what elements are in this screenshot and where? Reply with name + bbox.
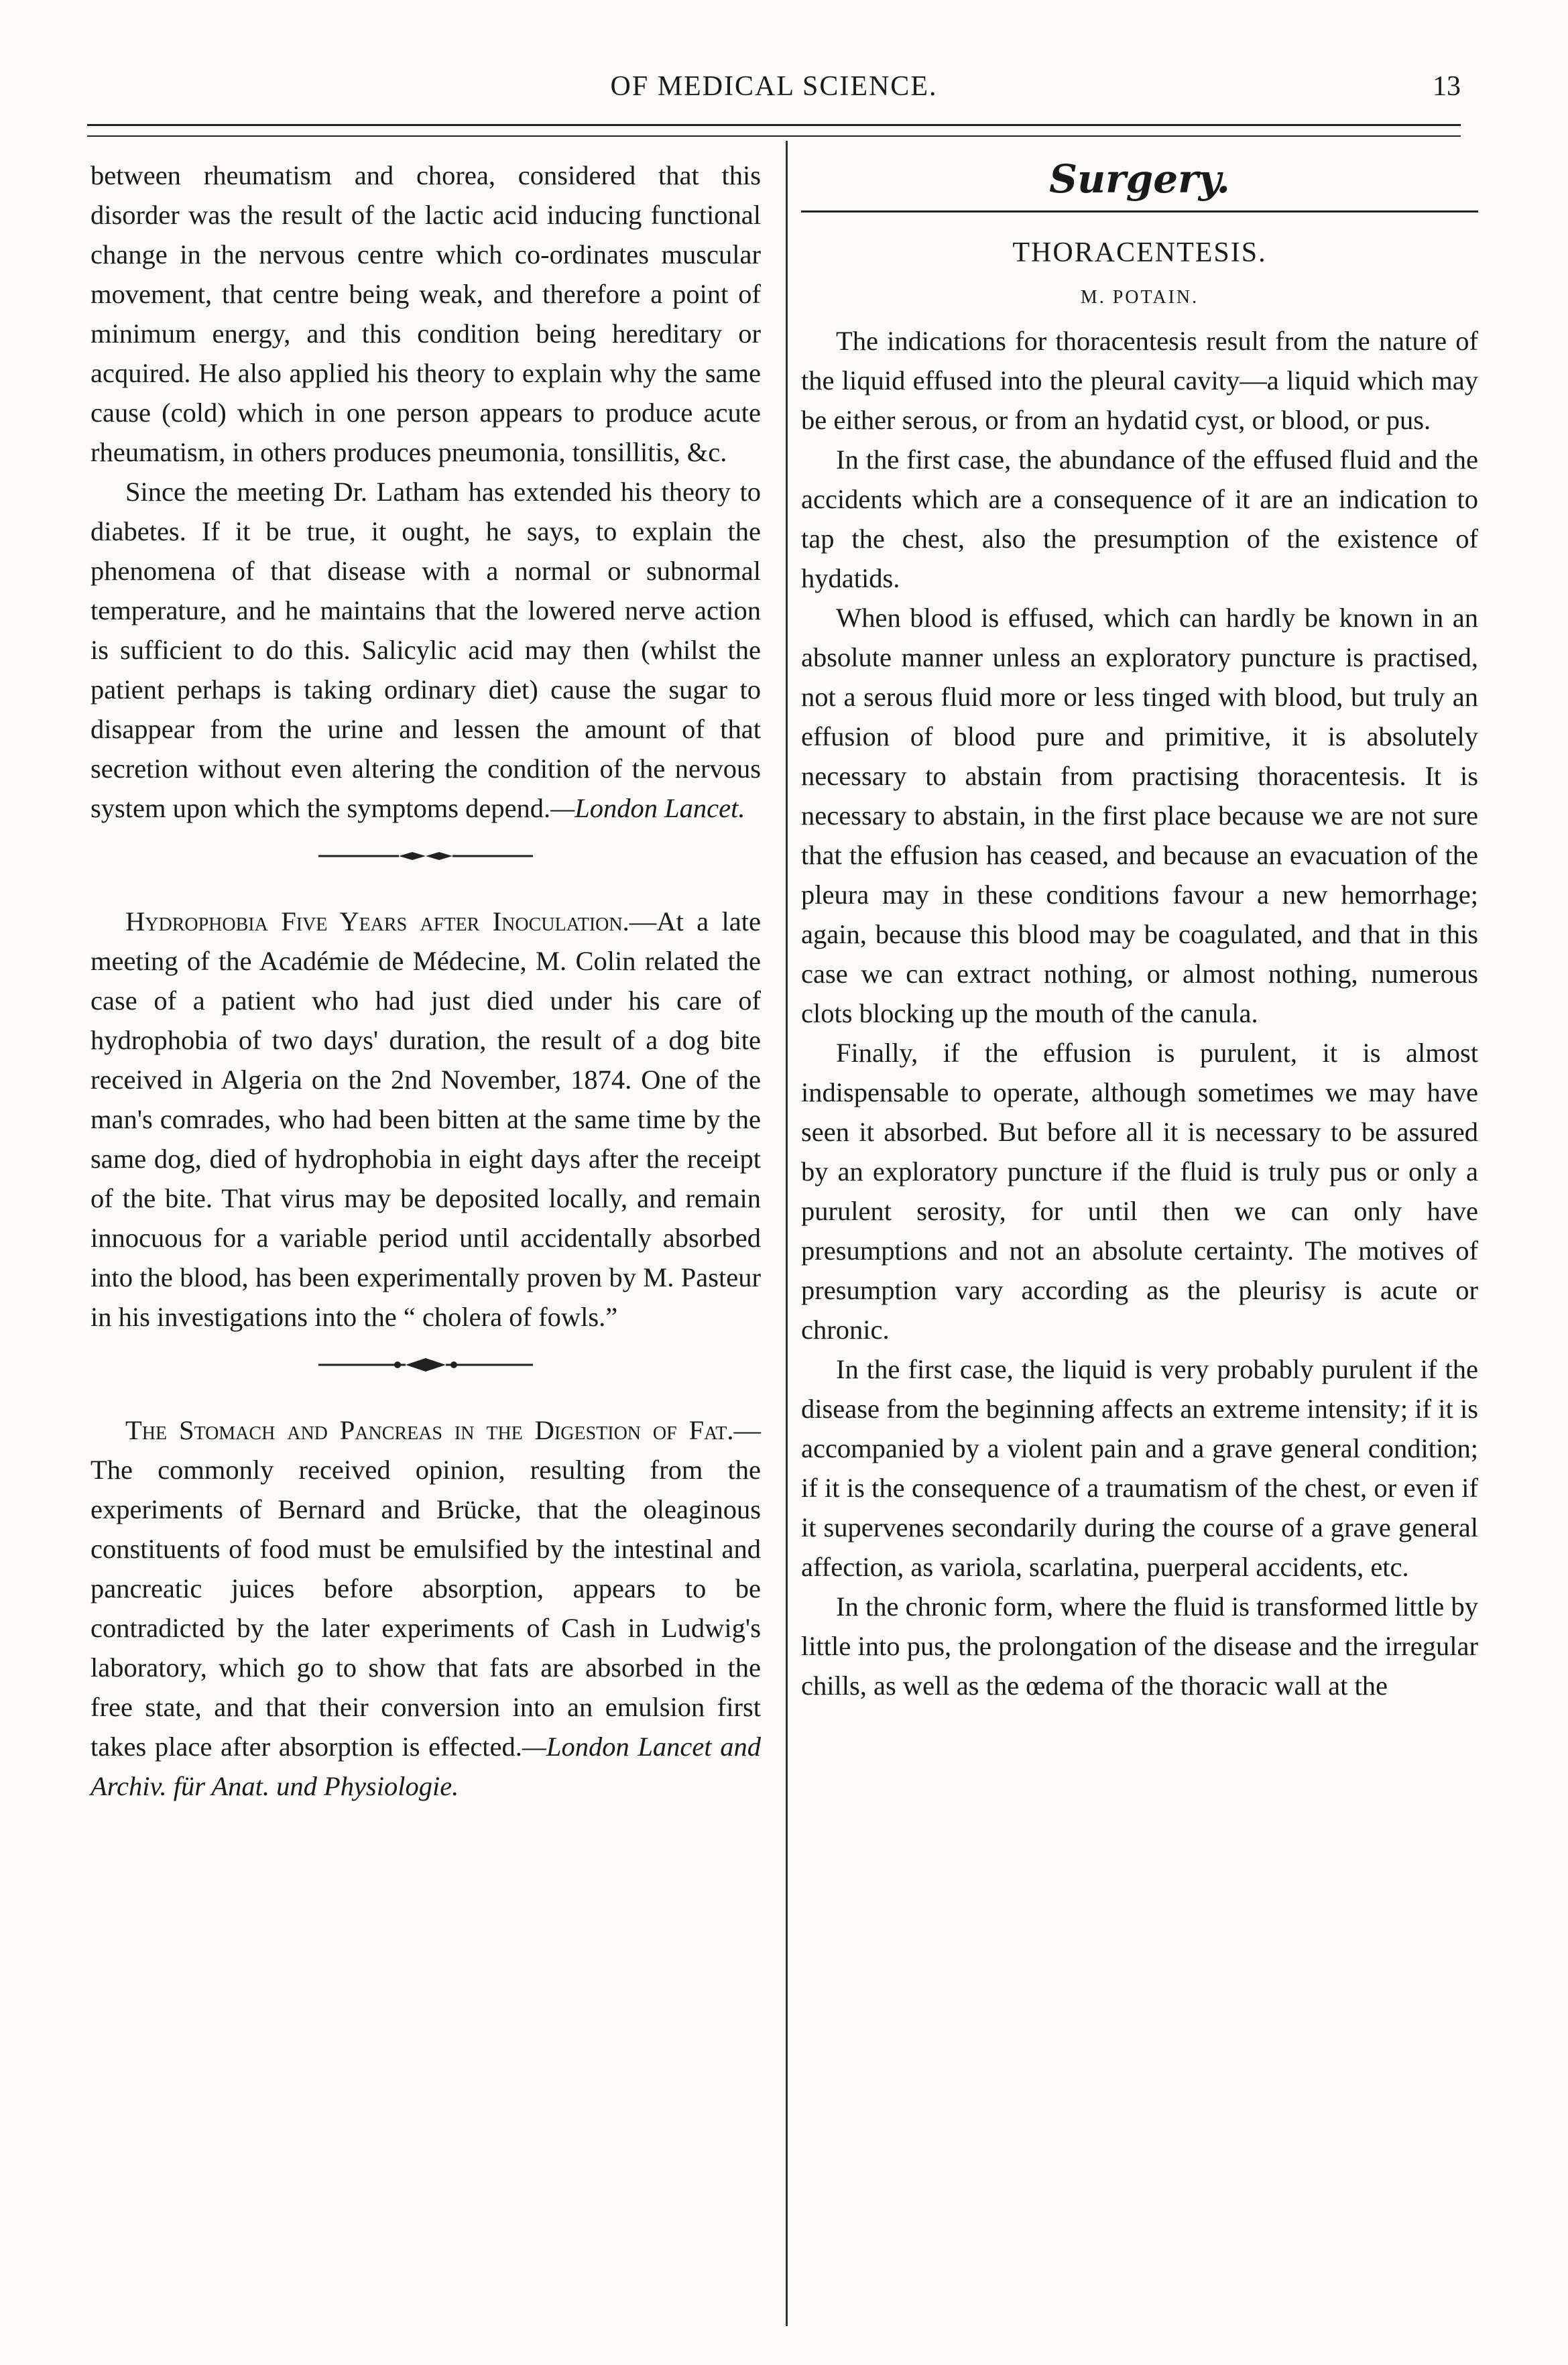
right-column xyxy=(801,156,1478,1705)
rheumatism-paragraph-2 xyxy=(91,472,761,828)
thoracentesis-paragraph: When blood is effused, which can hardly be known in an absolute manner unless an exploratory puncture is practised, not a serous fluid more or less tinged with blood, but truly an effusion of blood pure and primitive, it is absolutely necessary to abstain from practising thoracentesis. It is necessary to abstain, in the first place because we are not sure that the effusion has ceased, and because an evacuation of the pleura may in these conditions favour a new hemorrhage; again, because this blood may be coagulated, and that in this case we can extract nothing, or almost nothing, numerous clots blocking up the mouth of the canula. xyxy=(801,603,1478,1028)
article-author: M. POTAIN. xyxy=(1080,287,1199,308)
ornament-divider-icon xyxy=(318,1345,533,1385)
running-title: OF MEDICAL SCIENCE. xyxy=(610,71,938,102)
thoracentesis-paragraph: In the chronic form, where the fluid is transformed little by little into pus, the prolongation of the disease and the irregular chills, as well as the œdema of the thoracic wall at the xyxy=(801,1591,1478,1701)
rheumatism-paragraph-2-text: Since the meeting Dr. Latham has extended his theory to diabetes. If it be true, it ought, he says, to explain the phenomena of that disease with a normal or subnormal temperature, and he maintains that the lowered nerve action is sufficient to do this. Salicylic acid may then (whilst the patient perhaps is taking ordinary diet) cause the sugar to disappear from the urine and lessen the amount of that secretion without even altering the condition of the nervous system upon which the symptoms depend. xyxy=(91,477,761,823)
hydrophobia-article xyxy=(91,902,761,1337)
thoracentesis-paragraph: In the first case, the abundance of the effused fluid and the accidents which are a consequence of it are an indication to tap the chest, also the presumption of the existence of hydatids. xyxy=(801,444,1478,593)
ornament-divider-icon xyxy=(318,836,533,876)
column-divider xyxy=(786,141,788,2326)
running-head xyxy=(87,64,1461,111)
page-number: 13 xyxy=(1433,71,1461,102)
section-heading-surgery: Surgery. xyxy=(1049,156,1230,202)
section-rule xyxy=(801,210,1478,213)
rheumatism-source: —London Lancet. xyxy=(550,793,745,823)
thoracentesis-paragraph: The indications for thoracentesis result from the nature of the liquid effused into the pleural cavity—a liquid which may be either serous, or from an hydatid cyst, or blood, or pus. xyxy=(801,326,1478,435)
left-column xyxy=(91,156,761,1806)
stomach-source: —London Lancet and Archiv. für Anat. und Physiologie. xyxy=(91,1732,761,1801)
thoracentesis-paragraph: Finally, if the effusion is purulent, it is almost indispensable to operate, although sometimes we may have seen it absorbed. But before all it is necessary to be assured by an exploratory puncture if the fluid is truly pus or only a purulent serosity, for until then we can only have presumptions and not an absolute certainty. The motives of presumption vary according as the pleurisy is acute or chronic. xyxy=(801,1038,1478,1345)
section-ornament xyxy=(91,1345,761,1385)
hydrophobia-body: —At a late meeting of the Académie de Médecine, M. Colin related the case of a patient who had just died under his care of hydrophobia of two days' duration, the result of a dog bite received in Algeria on the 2nd November, 1874. One of the man's comrades, who had been bitten at the same time by the same dog, died of hydrophobia in eight days after the receipt of the bite. That virus may be deposited locally, and remain innocuous for a variable period until accidentally absorbed into the blood, has been experimentally proven by M. Pasteur in his investigations into the “ cholera of fowls.” xyxy=(91,906,761,1332)
stomach-title: The Stomach and Pancreas in the Digestion of Fat. xyxy=(125,1415,734,1445)
header-double-rule xyxy=(87,124,1461,137)
rheumatism-paragraph-1: between rheumatism and chorea, considered that this disorder was the result of the lactic acid inducing functional change in the nervous centre which co-ordinates muscular movement, that centre being weak, and therefore a point of minimum energy, and this condition being hereditary or acquired. He also applied his theory to explain why the same cause (cold) which in one person appears to produce acute rheumatism, in others produces pneumonia, tonsillitis, &c. xyxy=(91,160,761,467)
article-title: THORACENTESIS. xyxy=(1012,237,1267,268)
stomach-article xyxy=(91,1410,761,1806)
thoracentesis-paragraph: In the first case, the liquid is very probably purulent if the disease from the beginning affects an extreme intensity; if it is accompanied by a violent pain and a grave general condition; if it is the consequence of a traumatism of the chest, or even if it supervenes secondarily during the course of a grave general affection, as variola, scarlatina, puerperal accidents, etc. xyxy=(801,1354,1478,1582)
hydrophobia-title: Hydrophobia Five Years after Inoculation. xyxy=(125,906,629,936)
stomach-body: —The commonly received opinion, resulting from the experiments of Bernard and Brücke, that the oleaginous constituents of food must be emulsified by the intestinal and pancreatic juices before absorption, appears to be contradicted by the later experiments of Cash in Ludwig's laboratory, which go to show that fats are absorbed in the free state, and that their conversion into an emulsion first takes place after absorption is effected. xyxy=(91,1415,761,1762)
section-ornament xyxy=(91,836,761,876)
